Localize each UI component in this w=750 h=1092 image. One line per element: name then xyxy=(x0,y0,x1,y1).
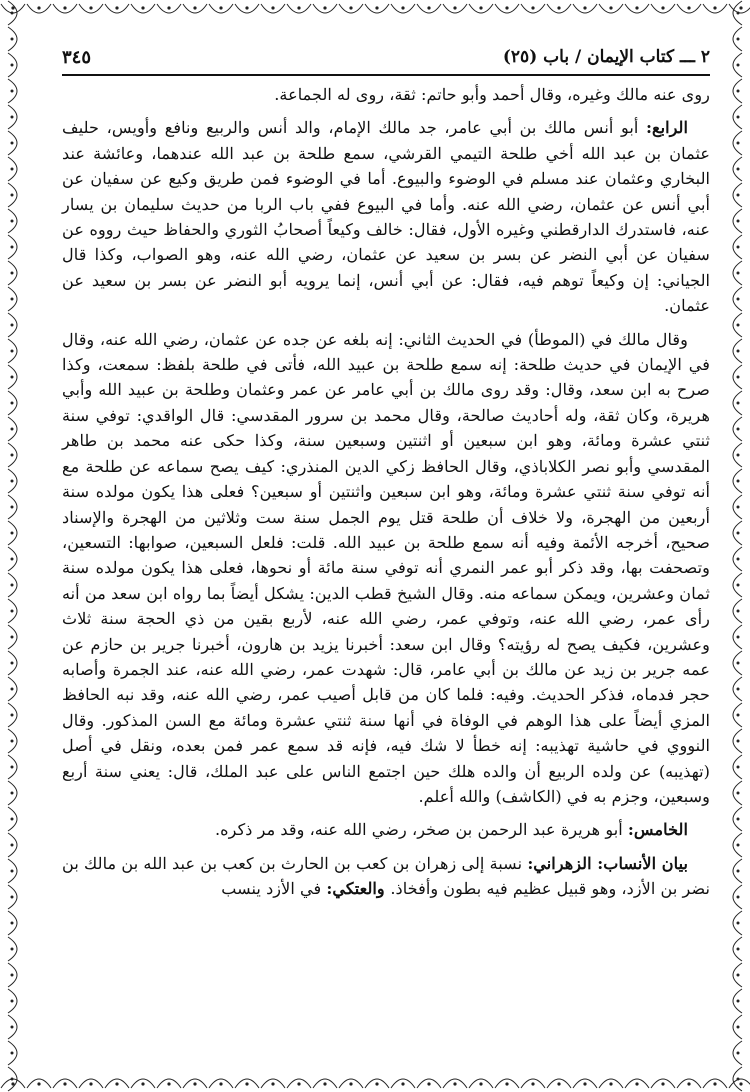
bottom-ornamental-border xyxy=(0,1070,750,1092)
page-number: ٣٤٥ xyxy=(62,46,92,68)
book-page xyxy=(62,40,710,1070)
commentary-text xyxy=(62,82,710,902)
genealogy-label: بيان الأنساب: الزهراني: xyxy=(527,853,689,873)
paragraph-narrator-4: الرابع: أبو أنس مالك بن أبي عامر، جد مالك الإمام، والد أنس والربيع ونافع وأويس، حليف عثمان بن عبد الله أخي طلحة التيمي القرشي، سمع طلحة بن عبد الله عندهما، وعائشة عند البخاري وعثمان عند مسلم في الوضوء والبيوع. أما في الوضوء فمن طريق وكيع عن سفيان عن أبي أنس عن عثمان، رضي الله عنه. وأما في البيوع ففي باب الربا من حديث سليمان بن يسار عنه، فاستدرك الدارقطني وغيره الأول، فقال: خالف وكيعاً أصحابُ الثوري والحفاظ حيث رووه عن سفيان عن أبي النضر عن بسر بن سعيد عن عثمان، رضي الله عنه، وهو الصواب، وكذا قال الجياني: إن وكيعاً توهم فيه، فقال: عن أبي أنس، إنما يرويه أبو النضر عن بسر بن سعيد عن عثمان. xyxy=(62,118,710,316)
paragraph-malik-discussion: وقال مالك في (الموطأ) في الحديث الثاني: إنه بلغه عن جده عن عثمان، رضي الله عنه، وقال في الإيمان في حديث طلحة: إنه سمع طلحة بن عبيد الله، فأتى في طلحة بلفظ: سمعت، وكذا صرح به ابن سعد، وقال: وقد روى مالك بن أبي عامر عن عمر وعثمان وطلحة بن عبيد الله وأبي هريرة، وكان ثقة، وله أحاديث صالحة، وقال محمد بن سرور المقدسي: قال الواقدي: توفي سنة ثنتي عشرة ومائة، وهو ابن سبعين أو اثنتين وسبعين سنة، وكذا حكى عنه محمد بن طاهر المقدسي وأبو نصر الكلاباذي، وقال الحافظ زكي الدين المنذري: كيف يصح سماعه عن طلحة مع أنه توفي سنة ثنتي عشرة ومائة، وهو ابن سبعين واثنتين أو سبعين؟ فعلى هذا يكون مولده سنة أربعين من الهجرة، ولا خلاف أن طلحة قتل يوم الجمل سنة ست وثلاثين من الهجرة والإسناد صحيح، أخرجه الأئمة وفيه أنه سمع طلحة بن عبيد الله. قلت: فلعل السبعين، صوابها: التسعين، وتصحفت بها، وقد ذكر أبو عمر النمري أنه توفي سنة مائة أو نحوها، فعلى هذا يكون مولده سنة ثمان وعشرين، ويمكن سماعه منه. وقال الشيخ قطب الدين: يشكل أيضاً بما رواه ابن سعد من أنه رأى عمر، رضي الله عنه، وتوفي عمر، رضي الله عنه، لأربع بقين من ذي الحجة سنة ثلاث وعشرين، فكيف يصح له رؤيته؟ وقال ابن سعد: أخبرنا يزيد بن هارون، أخبرنا جرير بن حازم عن عمه جرير بن زيد عن مالك بن أبي عامر، قال: شهدت عمر، رضي الله عنه، عند الجمرة وأصابه حجر فدماه، فذكر الحديث. وفيه: فلما كان من قابل أصيب عمر، رضي الله عنه، وقد نبه الحافظ المزي أيضاً على هذا الوهم في الوفاة في أنها سنة ثنتي عشرة ومائة مع السن المذكور. وقال النووي في حاشية تهذيبه: إنه خطأ لا شك فيه، فإنه قد سمع عمر فمن بعده، ونقل في أصل (تهذيبه) عن ولده الربيع أن والده هلك حين اجتمع الناس على عبد الملك، قال: يعني سنة أربع وسبعين، وجزم به في (الكاشف) والله أعلم. xyxy=(62,329,710,806)
top-ornamental-border xyxy=(0,0,750,22)
paragraph-narrator-5: الخامس: أبو هريرة عبد الرحمن بن صخر، رضي الله عنه، وقد مر ذكره. xyxy=(215,820,688,840)
paragraph-genealogy: بيان الأنساب: الزهراني: نسبة إلى زهران بن كعب بن الحارث بن كعب بن عبد الله بن مالك بن نضر بن الأزد، وهو قبيل عظيم فيه بطون وأفخاذ. والعتكي: في الأزد ينسب xyxy=(62,853,710,899)
ataki-label: والعتكي: xyxy=(326,879,391,899)
chapter-title: ٢ ـــ كتاب الإيمان / باب (٢٥) xyxy=(502,47,710,67)
running-header xyxy=(62,40,710,76)
narrator-4-label: الرابع: xyxy=(646,118,688,138)
paragraph-1: روى عنه مالك وغيره، وقال أحمد وأبو حاتم: ثقة، روى له الجماعة. xyxy=(274,85,710,104)
left-ornamental-border xyxy=(0,0,30,1092)
narrator-5-label: الخامس: xyxy=(627,820,688,840)
right-ornamental-border xyxy=(720,0,750,1092)
